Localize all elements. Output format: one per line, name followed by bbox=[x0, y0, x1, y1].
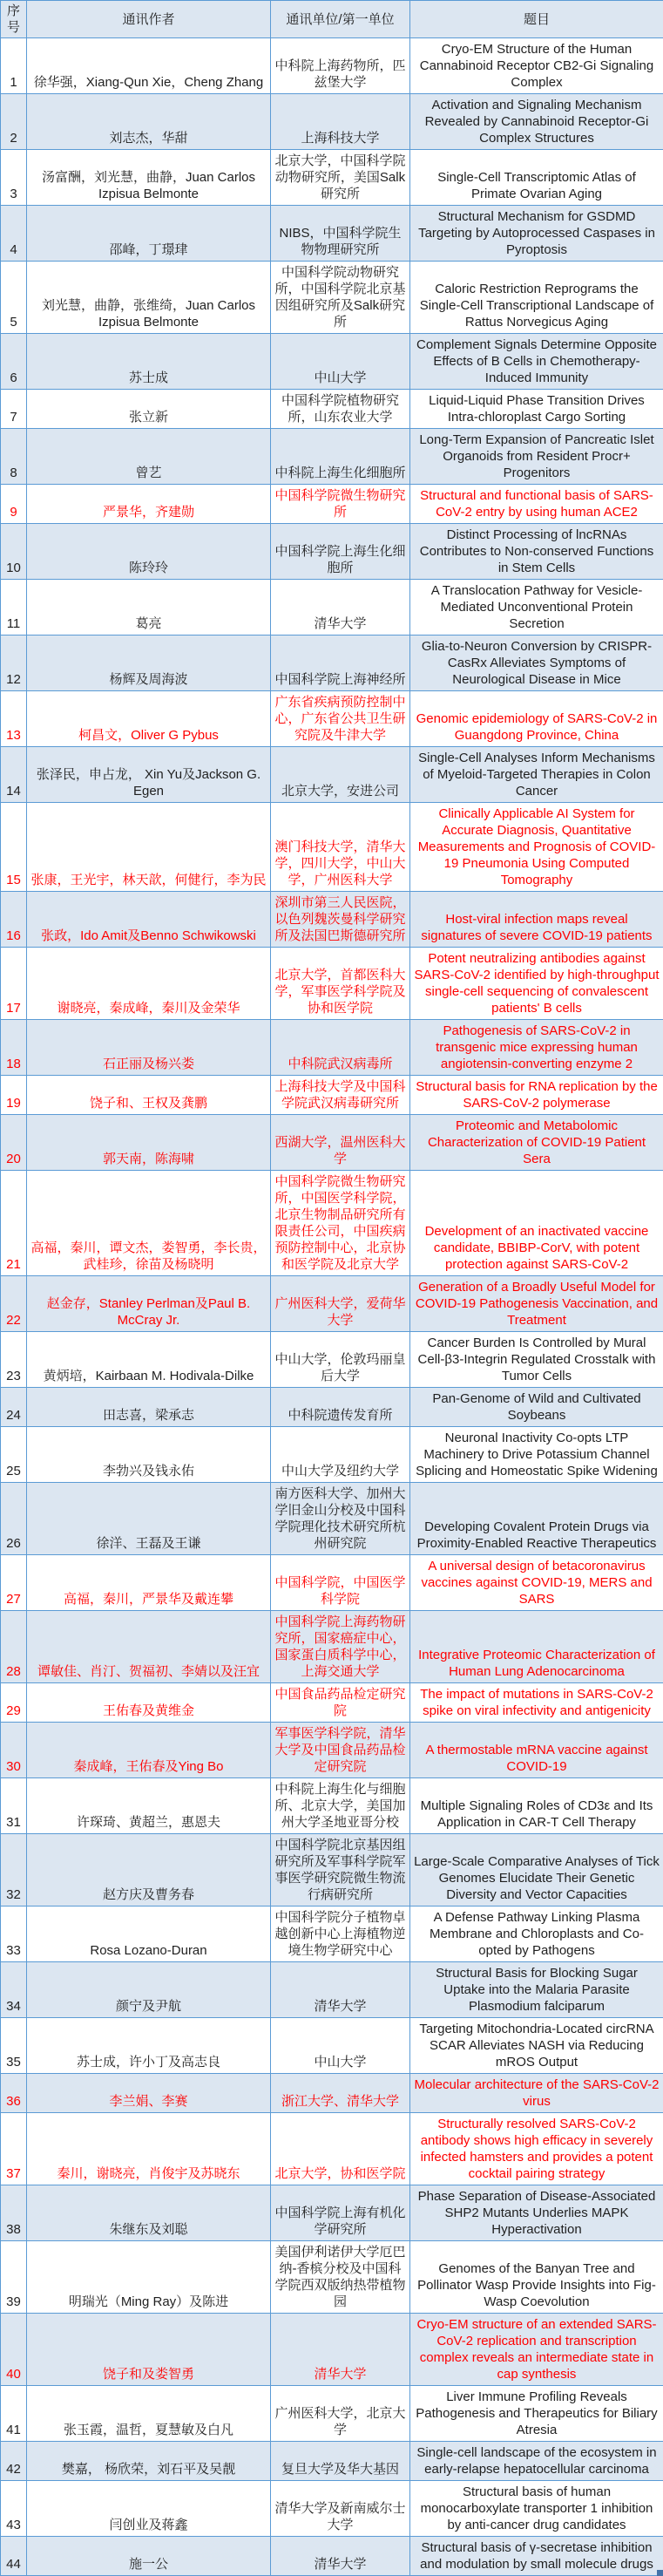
authors-cell[interactable]: 刘光慧，曲静，张维绮，Juan Carlos Izpisua Belmonte bbox=[27, 262, 271, 334]
authors-cell[interactable]: 苏士成 bbox=[27, 334, 271, 390]
paper-title-cell[interactable]: Genomes of the Banyan Tree and Pollinator Wasp Provide Insights into Fig-Wasp Coevolution bbox=[410, 2241, 663, 2314]
column-header-title[interactable]: 题目 bbox=[410, 1, 663, 38]
table-row bbox=[1, 691, 663, 747]
row-number-cell[interactable]: 22 bbox=[1, 1276, 27, 1332]
row-number-cell[interactable]: 27 bbox=[1, 1555, 27, 1611]
row-number-cell[interactable]: 28 bbox=[1, 1611, 27, 1683]
affiliation-cell[interactable]: 中山大学 bbox=[271, 334, 410, 390]
row-number-cell[interactable]: 15 bbox=[1, 803, 27, 892]
authors-cell[interactable]: 徐洋、王磊及王谦 bbox=[27, 1483, 271, 1555]
authors-cell[interactable]: 杨辉及周海波 bbox=[27, 636, 271, 691]
table-row bbox=[1, 1115, 663, 1171]
authors-cell[interactable]: 苏士成，许小丁及高志良 bbox=[27, 2018, 271, 2074]
affiliation-cell[interactable]: 澳门科技大学，清华大学，四川大学，中山大学，广州医科大学 bbox=[271, 803, 410, 892]
row-number-cell[interactable]: 31 bbox=[1, 1778, 27, 1834]
paper-title-cell[interactable]: Long-Term Expansion of Pancreatic Islet Organoids from Resident Procr+ Progenitors bbox=[410, 429, 663, 485]
authors-cell[interactable]: 刘志杰，华甜 bbox=[27, 94, 271, 150]
table-body bbox=[1, 38, 663, 2576]
table-row bbox=[1, 2113, 663, 2185]
table-row bbox=[1, 1483, 663, 1555]
authors-cell[interactable]: 饶子和及娄智勇 bbox=[27, 2314, 271, 2386]
row-number-cell[interactable]: 18 bbox=[1, 1020, 27, 1076]
paper-title-cell[interactable]: Distinct Processing of lncRNAs Contributes to Non-conserved Functions in Stem Cells bbox=[410, 524, 663, 580]
paper-title-cell[interactable]: A thermostable mRNA vaccine against COVID-19 bbox=[410, 1723, 663, 1778]
affiliation-cell[interactable]: 上海科技大学 bbox=[271, 94, 410, 150]
row-number-cell[interactable]: 37 bbox=[1, 2113, 27, 2185]
authors-cell[interactable]: 张玉霞，温哲，夏慧敏及白凡 bbox=[27, 2386, 271, 2442]
affiliation-cell[interactable]: 清华大学 bbox=[271, 1962, 410, 2018]
row-number-cell[interactable]: 44 bbox=[1, 2537, 27, 2576]
authors-cell[interactable]: 明瑞光（Ming Ray）及陈进 bbox=[27, 2241, 271, 2314]
authors-cell[interactable]: 柯昌文，Oliver G Pybus bbox=[27, 691, 271, 747]
table-row bbox=[1, 1834, 663, 1907]
authors-cell[interactable]: 朱继东及刘聪 bbox=[27, 2185, 271, 2241]
paper-title-cell[interactable]: Single-cell landscape of the ecosystem in early-relapse hepatocellular carcinoma bbox=[410, 2442, 663, 2481]
affiliation-cell[interactable]: 中国食品药品检定研究院 bbox=[271, 1683, 410, 1723]
row-number-cell[interactable]: 6 bbox=[1, 334, 27, 390]
affiliation-cell[interactable]: 清华大学 bbox=[271, 580, 410, 636]
table-row bbox=[1, 1427, 663, 1483]
table-row bbox=[1, 390, 663, 429]
table-row bbox=[1, 206, 663, 262]
paper-title-cell[interactable]: Structural basis for RNA replication by the SARS-CoV-2 polymerase bbox=[410, 1076, 663, 1115]
table-row bbox=[1, 1778, 663, 1834]
paper-title-cell[interactable]: A Defense Pathway Linking Plasma Membrane and Chloroplasts and Co-opted by Pathogens bbox=[410, 1907, 663, 1962]
authors-cell[interactable]: 谢晓亮，秦成峰，秦川及金荣华 bbox=[27, 948, 271, 1020]
table-row bbox=[1, 524, 663, 580]
paper-title-cell[interactable]: Glia-to-Neuron Conversion by CRISPR-CasRx Alleviates Symptoms of Neurological Disease in Mice bbox=[410, 636, 663, 691]
affiliation-cell[interactable]: 中国科学院上海神经所 bbox=[271, 636, 410, 691]
authors-cell[interactable]: 谭敏佳、肖汀、贺福初、李婧以及汪宜 bbox=[27, 1611, 271, 1683]
authors-cell[interactable]: 葛亮 bbox=[27, 580, 271, 636]
affiliation-cell[interactable]: 中科院上海药物所，匹兹堡大学 bbox=[271, 38, 410, 94]
paper-title-cell[interactable]: Single-Cell Analyses Inform Mechanisms of Myeloid-Targeted Therapies in Colon Cancer bbox=[410, 747, 663, 803]
paper-title-cell[interactable]: Genomic epidemiology of SARS-CoV-2 in Guangdong Province, China bbox=[410, 691, 663, 747]
paper-title-cell[interactable]: Developing Covalent Protein Drugs via Proximity-Enabled Reactive Therapeutics bbox=[410, 1483, 663, 1555]
table-row bbox=[1, 38, 663, 94]
affiliation-cell[interactable]: 广东省疾病预防控制中心，广东省公共卫生研究院及牛津大学 bbox=[271, 691, 410, 747]
paper-title-cell[interactable]: Phase Separation of Disease-Associated SHP2 Mutants Underlies MAPK Hyperactivation bbox=[410, 2185, 663, 2241]
table-row bbox=[1, 1076, 663, 1115]
paper-title-cell[interactable]: Single-Cell Transcriptomic Atlas of Primate Ovarian Aging bbox=[410, 150, 663, 206]
table-row bbox=[1, 2314, 663, 2386]
authors-cell[interactable]: 赵金存，Stanley Perlman及Paul B. McCray Jr. bbox=[27, 1276, 271, 1332]
authors-cell[interactable]: 高福，秦川，严景华及戴连攀 bbox=[27, 1555, 271, 1611]
row-number-cell[interactable]: 21 bbox=[1, 1171, 27, 1276]
paper-title-cell[interactable]: Activation and Signaling Mechanism Revealed by Cannabinoid Receptor-Gi Complex Structures bbox=[410, 94, 663, 150]
affiliation-cell[interactable]: 中国科学院上海药物研究所，国家癌症中心，国家蛋白质科学中心，上海交通大学 bbox=[271, 1611, 410, 1683]
affiliation-cell[interactable]: 中国科学院微生物研究所 bbox=[271, 485, 410, 524]
paper-title-cell[interactable]: Neuronal Inactivity Co-opts LTP Machinery to Drive Potassium Channel Splicing and Homeostatic Spike Widening bbox=[410, 1427, 663, 1483]
row-number-cell[interactable]: 3 bbox=[1, 150, 27, 206]
paper-title-cell[interactable]: Cryo-EM Structure of the Human Cannabinoid Receptor CB2-Gi Signaling Complex bbox=[410, 38, 663, 94]
authors-cell[interactable]: 张康，王光宇，林天歆，何健行，李为民 bbox=[27, 803, 271, 892]
table-row bbox=[1, 2537, 663, 2576]
table-row bbox=[1, 262, 663, 334]
row-number-cell[interactable]: 35 bbox=[1, 2018, 27, 2074]
paper-title-cell[interactable]: Host-viral infection maps reveal signatures of severe COVID-19 patients bbox=[410, 892, 663, 948]
authors-cell[interactable]: 陈玲玲 bbox=[27, 524, 271, 580]
paper-title-cell[interactable]: Generation of a Broadly Useful Model for COVID-19 Pathogenesis Vaccination, and Treatment bbox=[410, 1276, 663, 1332]
table-row bbox=[1, 2074, 663, 2113]
affiliation-cell[interactable]: 广州医科大学，北京大学 bbox=[271, 2386, 410, 2442]
affiliation-cell[interactable]: 中国科学院上海生化细胞所 bbox=[271, 524, 410, 580]
table-row bbox=[1, 803, 663, 892]
table-row bbox=[1, 2018, 663, 2074]
affiliation-cell[interactable]: 西湖大学，温州医科大学 bbox=[271, 1115, 410, 1171]
row-number-cell[interactable]: 24 bbox=[1, 1388, 27, 1427]
affiliation-cell[interactable]: 北京大学，协和医学院 bbox=[271, 2113, 410, 2185]
row-number-cell[interactable]: 5 bbox=[1, 262, 27, 334]
authors-cell[interactable]: 秦成峰，王佑春及Ying Bo bbox=[27, 1723, 271, 1778]
row-number-cell[interactable]: 12 bbox=[1, 636, 27, 691]
affiliation-cell[interactable]: 北京大学，中国科学院动物研究所，美国Salk研究所 bbox=[271, 150, 410, 206]
row-number-cell[interactable]: 11 bbox=[1, 580, 27, 636]
affiliation-cell[interactable]: 军事医学科学院，清华大学及中国食品药品检定研究院 bbox=[271, 1723, 410, 1778]
paper-title-cell[interactable]: A universal design of betacoronavirus vaccines against COVID-19, MERS and SARS bbox=[410, 1555, 663, 1611]
paper-title-cell[interactable]: Molecular architecture of the SARS-CoV-2 virus bbox=[410, 2074, 663, 2113]
paper-title-cell[interactable]: Caloric Restriction Reprograms the Single-Cell Transcriptional Landscape of Rattus Norvegicus Aging bbox=[410, 262, 663, 334]
row-number-cell[interactable]: 29 bbox=[1, 1683, 27, 1723]
authors-cell[interactable]: 樊嘉， 杨欣荣，刘石平及吴靓 bbox=[27, 2442, 271, 2481]
selection-fill-handle[interactable] bbox=[657, 2570, 663, 2576]
row-number-cell[interactable]: 20 bbox=[1, 1115, 27, 1171]
affiliation-cell[interactable]: 中国科学院植物研究所，山东农业大学 bbox=[271, 390, 410, 429]
row-number-cell[interactable]: 36 bbox=[1, 2074, 27, 2113]
authors-cell[interactable]: 秦川，谢晓亮，肖俊宇及苏晓东 bbox=[27, 2113, 271, 2185]
row-number-cell[interactable]: 17 bbox=[1, 948, 27, 1020]
table-row bbox=[1, 150, 663, 206]
table-row bbox=[1, 892, 663, 948]
row-number-cell[interactable]: 8 bbox=[1, 429, 27, 485]
paper-title-cell[interactable]: Structural basis of human monocarboxylate transporter 1 inhibition by anti-cancer drug candidates bbox=[410, 2481, 663, 2537]
paper-title-cell[interactable]: Potent neutralizing antibodies against SARS-CoV-2 identified by high-throughput single-cell sequencing of convalescent patients' B cells bbox=[410, 948, 663, 1020]
affiliation-cell[interactable]: 上海科技大学及中国科学院武汉病毒研究所 bbox=[271, 1076, 410, 1115]
affiliation-cell[interactable]: 南方医科大学、加州大学旧金山分校及中国科学院理化技术研究所杭州研究院 bbox=[271, 1483, 410, 1555]
row-number-cell[interactable]: 33 bbox=[1, 1907, 27, 1962]
table-row bbox=[1, 1683, 663, 1723]
affiliation-cell[interactable]: 中科院上海生化细胞所 bbox=[271, 429, 410, 485]
column-header-affiliation[interactable]: 通讯单位/第一单位 bbox=[271, 1, 410, 38]
table-row bbox=[1, 636, 663, 691]
authors-cell[interactable]: 黄炳培，Kairbaan M. Hodivala-Dilke bbox=[27, 1332, 271, 1388]
authors-cell[interactable]: 颜宁及尹航 bbox=[27, 1962, 271, 2018]
authors-cell[interactable]: 张政，Ido Amit及Benno Schwikowski bbox=[27, 892, 271, 948]
table-row bbox=[1, 1020, 663, 1076]
affiliation-cell[interactable]: 中科院遗传发育所 bbox=[271, 1388, 410, 1427]
row-number-cell[interactable]: 39 bbox=[1, 2241, 27, 2314]
table-row bbox=[1, 1962, 663, 2018]
row-number-cell[interactable]: 42 bbox=[1, 2442, 27, 2481]
table-row bbox=[1, 2442, 663, 2481]
paper-title-cell[interactable]: Cancer Burden Is Controlled by Mural Cell-β3-Integrin Regulated Crosstalk with Tumor Cells bbox=[410, 1332, 663, 1388]
authors-cell[interactable]: 郭天南，陈海啸 bbox=[27, 1115, 271, 1171]
table-row bbox=[1, 429, 663, 485]
affiliation-cell[interactable]: 中山大学及纽约大学 bbox=[271, 1427, 410, 1483]
authors-cell[interactable]: 严景华，齐建勋 bbox=[27, 485, 271, 524]
paper-title-cell[interactable]: Clinically Applicable AI System for Accurate Diagnosis, Quantitative Measurements and Prognosis of COVID-19 Pneumonia Using Computed Tomography bbox=[410, 803, 663, 892]
affiliation-cell[interactable]: 北京大学，安进公司 bbox=[271, 747, 410, 803]
authors-cell[interactable]: 邵峰，丁璟珒 bbox=[27, 206, 271, 262]
authors-cell[interactable]: 李勃兴及钱永佑 bbox=[27, 1427, 271, 1483]
table-row bbox=[1, 1555, 663, 1611]
paper-title-cell[interactable]: Structural and functional basis of SARS-CoV-2 entry by using human ACE2 bbox=[410, 485, 663, 524]
affiliation-cell[interactable]: 浙江大学、清华大学 bbox=[271, 2074, 410, 2113]
table-row bbox=[1, 948, 663, 1020]
table-row bbox=[1, 2241, 663, 2314]
paper-title-cell[interactable]: Structural Basis for Blocking Sugar Uptake into the Malaria Parasite Plasmodium falciparum bbox=[410, 1962, 663, 2018]
paper-title-cell[interactable]: Complement Signals Determine Opposite Effects of B Cells in Chemotherapy-Induced Immunity bbox=[410, 334, 663, 390]
column-header-index[interactable]: 序号 bbox=[1, 1, 27, 38]
paper-title-cell[interactable]: Integrative Proteomic Characterization of Human Lung Adenocarcinoma bbox=[410, 1611, 663, 1683]
row-number-cell[interactable]: 14 bbox=[1, 747, 27, 803]
affiliation-cell[interactable]: 北京大学，首都医科大学，军事医学科学院及协和医学院 bbox=[271, 948, 410, 1020]
authors-cell[interactable]: 高福，秦川，谭文杰，娄智勇，李长贵，武桂珍，徐苗及杨晓明 bbox=[27, 1171, 271, 1276]
affiliation-cell[interactable]: 中科院上海生化与细胞所、北京大学，美国加州大学圣地亚哥分校 bbox=[271, 1778, 410, 1834]
row-number-cell[interactable]: 34 bbox=[1, 1962, 27, 2018]
authors-cell[interactable]: 徐华强，Xiang-Qun Xie，Cheng Zhang bbox=[27, 38, 271, 94]
affiliation-cell[interactable]: 中国科学院北京基因组研究所及军事科学院军事医学研究院微生物流行病研究所 bbox=[271, 1834, 410, 1907]
row-number-cell[interactable]: 1 bbox=[1, 38, 27, 94]
affiliation-cell[interactable]: 美国伊利诺伊大学厄巴纳-香槟分校及中国科学院西双版纳热带植物园 bbox=[271, 2241, 410, 2314]
row-number-cell[interactable]: 38 bbox=[1, 2185, 27, 2241]
row-number-cell[interactable]: 32 bbox=[1, 1834, 27, 1907]
paper-title-cell[interactable]: A Translocation Pathway for Vesicle-Mediated Unconventional Protein Secretion bbox=[410, 580, 663, 636]
affiliation-cell[interactable]: 清华大学及新南威尔士大学 bbox=[271, 2481, 410, 2537]
table-row bbox=[1, 2481, 663, 2537]
row-number-cell[interactable]: 13 bbox=[1, 691, 27, 747]
paper-title-cell[interactable]: Liver Immune Profiling Reveals Pathogenesis and Therapeutics for Biliary Atresia bbox=[410, 2386, 663, 2442]
affiliation-cell[interactable]: 中国科学院，中国医学科学院 bbox=[271, 1555, 410, 1611]
table-row bbox=[1, 94, 663, 150]
affiliation-cell[interactable]: 中国科学院分子植物卓越创新中心上海植物逆境生物学研究中心 bbox=[271, 1907, 410, 1962]
paper-title-cell[interactable]: Structurally resolved SARS-CoV-2 antibody shows high efficacy in severely infected hamsters and provides a potent cocktail pairing strategy bbox=[410, 2113, 663, 2185]
table-row bbox=[1, 334, 663, 390]
affiliation-cell[interactable]: 广州医科大学，爱荷华大学 bbox=[271, 1276, 410, 1332]
paper-title-cell[interactable]: Pan-Genome of Wild and Cultivated Soybeans bbox=[410, 1388, 663, 1427]
paper-title-cell[interactable]: Structural Mechanism for GSDMD Targeting by Autoprocessed Caspases in Pyroptosis bbox=[410, 206, 663, 262]
affiliation-cell[interactable]: 中国科学院动物研究所，中国科学院北京基因组研究所及Salk研究所 bbox=[271, 262, 410, 334]
authors-cell[interactable]: 田志喜，梁承志 bbox=[27, 1388, 271, 1427]
row-number-cell[interactable]: 10 bbox=[1, 524, 27, 580]
table-row bbox=[1, 1723, 663, 1778]
table-row bbox=[1, 1171, 663, 1276]
paper-title-cell[interactable]: Proteomic and Metabolomic Characterization of COVID-19 Patient Sera bbox=[410, 1115, 663, 1171]
paper-title-cell[interactable]: Structural basis of γ-secretase inhibition and modulation by small molecule drugs bbox=[410, 2537, 663, 2576]
paper-title-cell[interactable]: Liquid-Liquid Phase Transition Drives Intra-chloroplast Cargo Sorting bbox=[410, 390, 663, 429]
affiliation-cell[interactable]: 中山大学，伦敦玛丽皇后大学 bbox=[271, 1332, 410, 1388]
paper-title-cell[interactable]: Targeting Mitochondria-Located circRNA SCAR Alleviates NASH via Reducing mROS Output bbox=[410, 2018, 663, 2074]
paper-title-cell[interactable]: Cryo-EM structure of an extended SARS-CoV-2 replication and transcription complex reveals an intermediate state in cap synthesis bbox=[410, 2314, 663, 2386]
paper-title-cell[interactable]: Multiple Signaling Roles of CD3ε and Its Application in CAR-T Cell Therapy bbox=[410, 1778, 663, 1834]
affiliation-cell[interactable]: 中国科学院上海有机化学研究所 bbox=[271, 2185, 410, 2241]
paper-title-cell[interactable]: Development of an inactivated vaccine candidate, BBIBP-CorV, with potent protection against SARS-CoV-2 bbox=[410, 1171, 663, 1276]
row-number-cell[interactable]: 41 bbox=[1, 2386, 27, 2442]
row-number-cell[interactable]: 4 bbox=[1, 206, 27, 262]
table-row bbox=[1, 485, 663, 524]
authors-cell[interactable]: 许琛琦、黄超兰，惠恩夫 bbox=[27, 1778, 271, 1834]
table-row bbox=[1, 1276, 663, 1332]
row-number-cell[interactable]: 19 bbox=[1, 1076, 27, 1115]
table-row bbox=[1, 1388, 663, 1427]
authors-cell[interactable]: 闫创业及蒋鑫 bbox=[27, 2481, 271, 2537]
table-row bbox=[1, 747, 663, 803]
authors-cell[interactable]: 赵方庆及曹务春 bbox=[27, 1834, 271, 1907]
row-number-cell[interactable]: 25 bbox=[1, 1427, 27, 1483]
row-number-cell[interactable]: 30 bbox=[1, 1723, 27, 1778]
table-row bbox=[1, 2185, 663, 2241]
authors-cell[interactable]: 张立新 bbox=[27, 390, 271, 429]
affiliation-cell[interactable]: NIBS，中国科学院生物物理研究所 bbox=[271, 206, 410, 262]
table-row bbox=[1, 2386, 663, 2442]
authors-cell[interactable]: 施一公 bbox=[27, 2537, 271, 2576]
affiliation-cell[interactable]: 中科院武汉病毒所 bbox=[271, 1020, 410, 1076]
table-row bbox=[1, 1332, 663, 1388]
paper-title-cell[interactable]: Pathogenesis of SARS-CoV-2 in transgenic mice expressing human angiotensin-converting enzyme 2 bbox=[410, 1020, 663, 1076]
row-number-cell[interactable]: 23 bbox=[1, 1332, 27, 1388]
header-row bbox=[1, 1, 663, 38]
row-number-cell[interactable]: 16 bbox=[1, 892, 27, 948]
authors-cell[interactable]: 饶子和、王权及龚鹏 bbox=[27, 1076, 271, 1115]
paper-title-cell[interactable]: Large-Scale Comparative Analyses of Tick Genomes Elucidate Their Genetic Diversity and Vector Capacities bbox=[410, 1834, 663, 1907]
table-row bbox=[1, 580, 663, 636]
authors-cell[interactable]: 石正丽及杨兴娄 bbox=[27, 1020, 271, 1076]
row-number-cell[interactable]: 2 bbox=[1, 94, 27, 150]
affiliation-cell[interactable]: 深圳市第三人民医院，以色列魏茨曼科学研究所及法国巴斯德研究所 bbox=[271, 892, 410, 948]
row-number-cell[interactable]: 26 bbox=[1, 1483, 27, 1555]
column-header-authors[interactable]: 通讯作者 bbox=[27, 1, 271, 38]
authors-cell[interactable]: 李兰娟、李赛 bbox=[27, 2074, 271, 2113]
row-number-cell[interactable]: 7 bbox=[1, 390, 27, 429]
authors-cell[interactable]: Rosa Lozano-Duran bbox=[27, 1907, 271, 1962]
affiliation-cell[interactable]: 清华大学 bbox=[271, 2314, 410, 2386]
affiliation-cell[interactable]: 中山大学 bbox=[271, 2018, 410, 2074]
row-number-cell[interactable]: 43 bbox=[1, 2481, 27, 2537]
affiliation-cell[interactable]: 中国科学院微生物研究所，中国医学科学院，北京生物制品研究所有限责任公司，中国疾病预防控制中心，北京协和医学院及北京大学 bbox=[271, 1171, 410, 1276]
table-row bbox=[1, 1611, 663, 1683]
authors-cell[interactable]: 汤富酬，刘光慧，曲静，Juan Carlos Izpisua Belmonte bbox=[27, 150, 271, 206]
paper-title-cell[interactable]: The impact of mutations in SARS-CoV-2 spike on viral infectivity and antigenicity bbox=[410, 1683, 663, 1723]
affiliation-cell[interactable]: 复旦大学及华大基因 bbox=[271, 2442, 410, 2481]
row-number-cell[interactable]: 40 bbox=[1, 2314, 27, 2386]
authors-cell[interactable]: 曾艺 bbox=[27, 429, 271, 485]
authors-cell[interactable]: 张泽民，申占龙， Xin Yu及Jackson G. Egen bbox=[27, 747, 271, 803]
table-row bbox=[1, 1907, 663, 1962]
affiliation-cell[interactable]: 清华大学 bbox=[271, 2537, 410, 2576]
row-number-cell[interactable]: 9 bbox=[1, 485, 27, 524]
authors-cell[interactable]: 王佑春及黄维金 bbox=[27, 1683, 271, 1723]
